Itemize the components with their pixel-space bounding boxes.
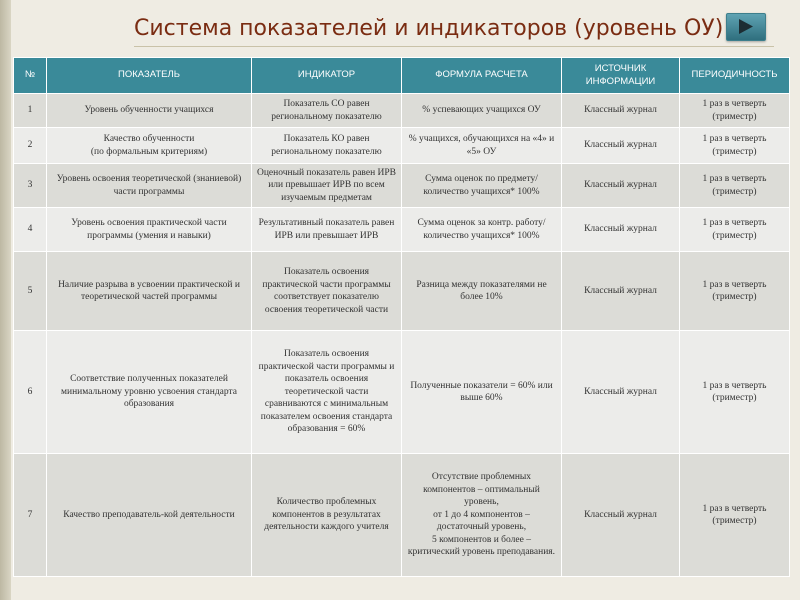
title-divider — [134, 46, 774, 47]
cell-periodicity: 1 раз в четверть (триместр) — [680, 164, 790, 208]
header-source: ИСТОЧНИК ИНФОРМАЦИИ — [562, 58, 680, 94]
cell-periodicity: 1 раз в четверть (триместр) — [680, 94, 790, 128]
cell-indicator: Оценочный показатель равен ИРВ или превышает ИРВ по всем изучаемым предметам — [252, 164, 402, 208]
cell-formula: Сумма оценок по предмету/ количество учащихся* 100% — [402, 164, 562, 208]
table-row — [14, 331, 790, 454]
cell-number: 6 — [14, 331, 47, 454]
cell-formula: Сумма оценок за контр. работу/ количество учащихся* 100% — [402, 208, 562, 252]
cell-periodicity: 1 раз в четверть (триместр) — [680, 331, 790, 454]
cell-periodicity: 1 раз в четверть (триместр) — [680, 208, 790, 252]
cell-source: Классный журнал — [562, 208, 680, 252]
cell-source: Классный журнал — [562, 454, 680, 577]
cell-formula: Разница между показателями не более 10% — [402, 252, 562, 331]
cell-indicator-name: Уровень обученности учащихся — [47, 94, 252, 128]
cell-periodicity: 1 раз в четверть (триместр) — [680, 454, 790, 577]
cell-formula: % успевающих учащихся ОУ — [402, 94, 562, 128]
cell-indicator-name: Качество преподаватель-кой деятельности — [47, 454, 252, 577]
cell-number: 3 — [14, 164, 47, 208]
play-next-icon — [738, 18, 754, 35]
cell-number: 4 — [14, 208, 47, 252]
cell-indicator-name: Качество обученности (по формальным критериям) — [47, 128, 252, 164]
cell-formula: Полученные показатели = 60% или выше 60% — [402, 331, 562, 454]
header-formula: ФОРМУЛА РАСЧЕТА — [402, 58, 562, 94]
cell-indicator-name: Уровень освоения теоретической (знаниевой) части программы — [47, 164, 252, 208]
table-row — [14, 164, 790, 208]
header-number: № — [14, 58, 47, 94]
indicators-table — [13, 57, 790, 577]
cell-indicator: Показатель СО равен региональному показателю — [252, 94, 402, 128]
header-indicator: ИНДИКАТОР — [252, 58, 402, 94]
table-row — [14, 94, 790, 128]
cell-source: Классный журнал — [562, 331, 680, 454]
cell-source: Классный журнал — [562, 164, 680, 208]
cell-periodicity: 1 раз в четверть (триместр) — [680, 252, 790, 331]
cell-indicator: Показатель освоения практической части программы соответствует показателю освоения теоретической части — [252, 252, 402, 331]
header-periodicity: ПЕРИОДИЧНОСТЬ — [680, 58, 790, 94]
cell-number: 2 — [14, 128, 47, 164]
cell-source: Классный журнал — [562, 252, 680, 331]
page-title: Система показателей и индикаторов (уровень ОУ) — [134, 16, 724, 41]
cell-indicator-name: Уровень освоения практической части программы (умения и навыки) — [47, 208, 252, 252]
cell-indicator: Показатель КО равен региональному показателю — [252, 128, 402, 164]
table-row — [14, 208, 790, 252]
cell-indicator: Количество проблемных компонентов в результатах деятельности каждого учителя — [252, 454, 402, 577]
header-indicator-name: ПОКАЗАТЕЛЬ — [47, 58, 252, 94]
cell-source: Классный журнал — [562, 94, 680, 128]
cell-source: Классный журнал — [562, 128, 680, 164]
table-header-row — [14, 58, 790, 94]
cell-indicator-name: Соответствие полученных показателей минимальному уровню усвоения стандарта образования — [47, 331, 252, 454]
table-row — [14, 252, 790, 331]
cell-indicator: Показатель освоения практической части программы и показатель освоения теоретической части сравниваются с минимальным показателем освоения стандарта образования = 60% — [252, 331, 402, 454]
cell-number: 7 — [14, 454, 47, 577]
cell-periodicity: 1 раз в четверть (триместр) — [680, 128, 790, 164]
cell-indicator-name: Наличие разрыва в усвоении практической и теоретической частей программы — [47, 252, 252, 331]
cell-formula: % учащихся, обучающихся на «4» и «5» ОУ — [402, 128, 562, 164]
next-slide-button[interactable] — [726, 13, 766, 41]
decorative-left-strip — [0, 0, 11, 600]
table-row — [14, 454, 790, 577]
cell-indicator: Результативный показатель равен ИРВ или превышает ИРВ — [252, 208, 402, 252]
cell-formula: Отсутствие проблемных компонентов – оптимальный уровень, от 1 до 4 компонентов – достаточный уровень, 5 компонентов и более – критический уровень преподавания. — [402, 454, 562, 577]
cell-number: 1 — [14, 94, 47, 128]
cell-number: 5 — [14, 252, 47, 331]
table-row — [14, 128, 790, 164]
